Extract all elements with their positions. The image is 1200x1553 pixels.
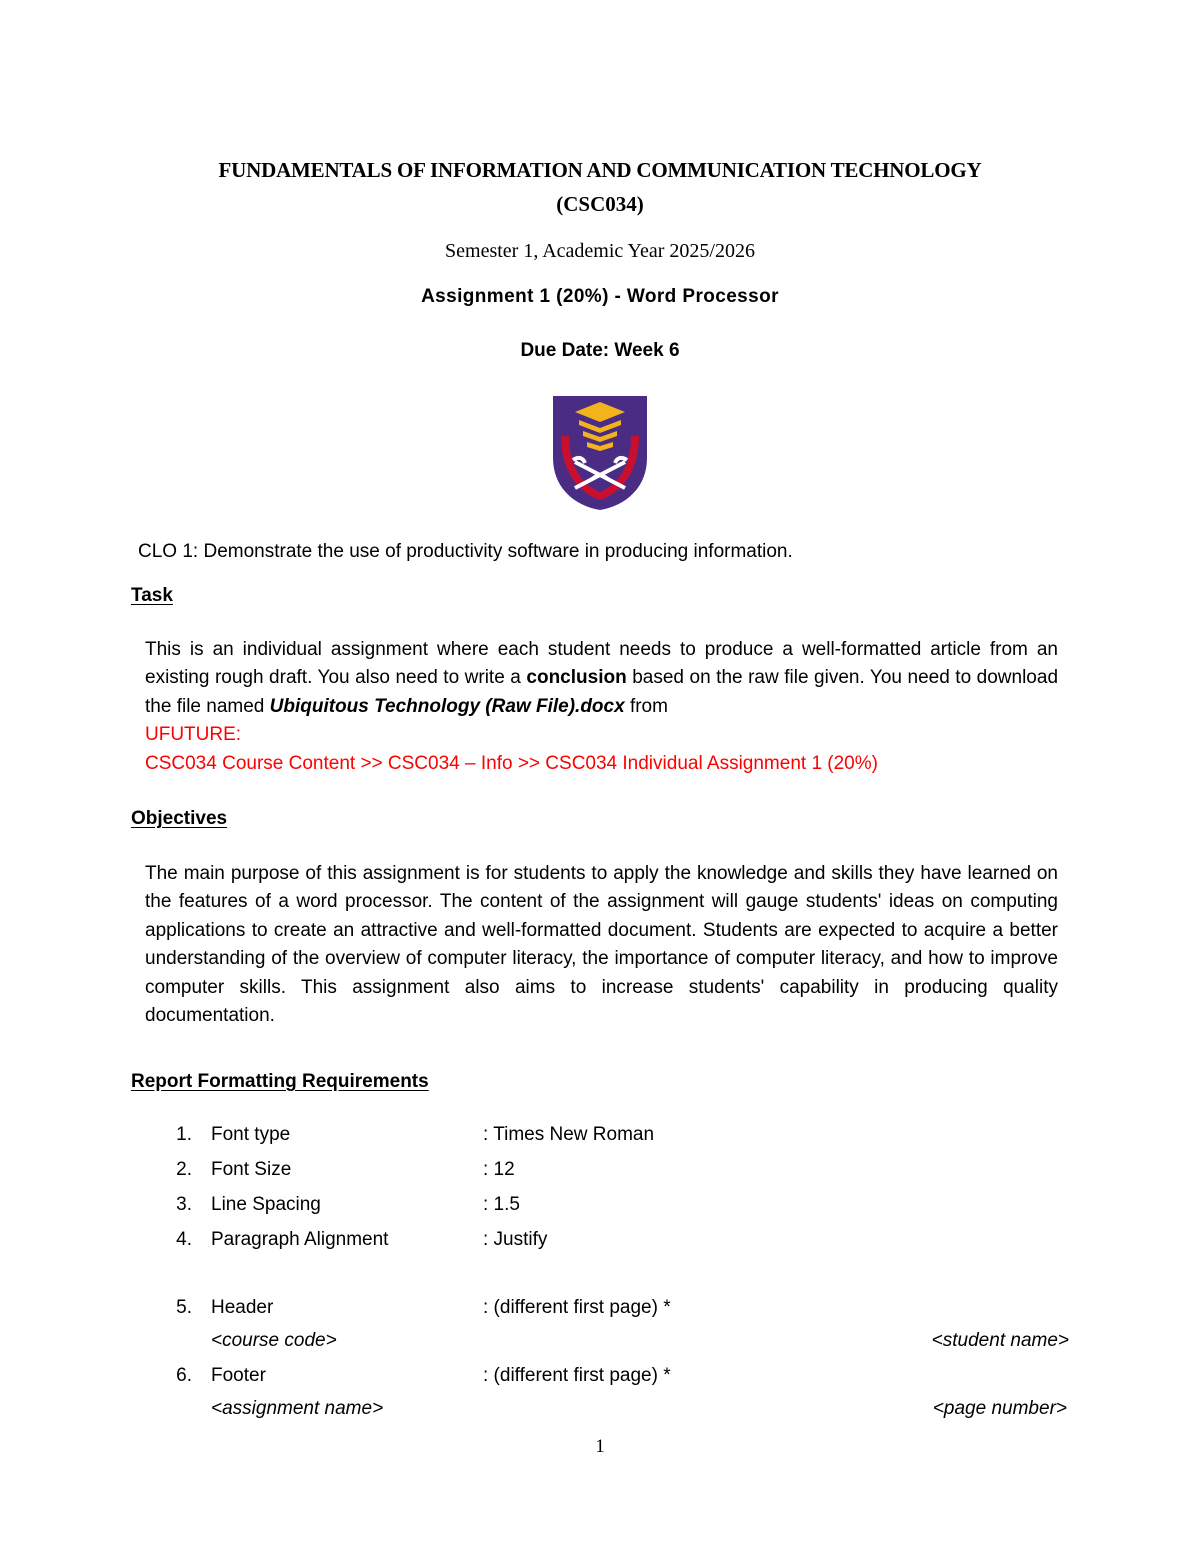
objectives-paragraph: The main purpose of this assignment is for students to apply the knowledge and skills they have learned on the features of a word processor. The content of the assignment will gauge students' ideas on computing applications to create an attractive and well-formatted document. Students are expected to acquire a better understanding of the overview of computer literacy, the importance of computer literacy, and how to improve computer skills. This assignment also aims to increase students' capability in producing quality documentation.	[145, 863, 1058, 1027]
page-number: 1	[595, 1436, 605, 1457]
semester-line: Semester 1, Academic Year 2025/2026	[445, 240, 755, 262]
requirement-item	[0, 1159, 1200, 1185]
requirement-value: : 1.5	[483, 1194, 520, 1215]
requirements-heading: Report Formatting Requirements	[131, 1071, 429, 1092]
requirement-number: 2.	[176, 1159, 192, 1180]
requirement-item	[0, 1297, 1200, 1323]
requirement-value: : (different first page) *	[483, 1365, 671, 1386]
clo-statement: CLO 1: Demonstrate the use of productivity software in producing information.	[138, 541, 793, 562]
footer-right-placeholder: <page number>	[932, 1398, 1067, 1419]
task-file-name: Ubiquitous Technology (Raw File).docx	[269, 695, 625, 717]
due-date: Due Date: Week 6	[520, 340, 680, 361]
task-path-line-2: CSC034 Course Content >> CSC034 – Info >> CSC034 Individual Assignment 1 (20%)	[145, 753, 878, 774]
requirement-label: Font Size	[211, 1159, 292, 1180]
footer-left-placeholder: <assignment name>	[211, 1398, 384, 1419]
requirement-number: 5.	[176, 1297, 192, 1318]
task-text-1: This is an individual assignment where each student needs to produce a well-formatted article from an existing rough draft. You also need to write a	[145, 639, 1058, 689]
requirement-label: Font type	[211, 1124, 291, 1145]
requirement-value: : Times New Roman	[483, 1124, 655, 1145]
requirement-item	[0, 1124, 1200, 1150]
requirement-number: 4.	[176, 1229, 192, 1250]
course-code: (CSC034)	[556, 192, 644, 216]
requirement-label: Footer	[211, 1365, 266, 1386]
task-paragraph	[145, 636, 1058, 721]
requirement-label: Line Spacing	[211, 1194, 321, 1215]
header-right-placeholder: <student name>	[931, 1330, 1069, 1351]
requirement-number: 3.	[176, 1194, 192, 1215]
requirement-number: 6.	[176, 1365, 192, 1386]
requirement-number: 1.	[176, 1124, 192, 1145]
task-heading: Task	[131, 585, 173, 606]
requirement-value: : 12	[483, 1159, 515, 1180]
requirement-value: : (different first page) *	[483, 1297, 671, 1318]
task-text-2: based on the raw file given. You need to download the file named	[145, 667, 1059, 717]
requirement-value: : Justify	[483, 1229, 548, 1250]
objectives-heading: Objectives	[131, 808, 228, 829]
requirement-item	[0, 1229, 1200, 1255]
task-text-3: from	[629, 695, 668, 717]
requirement-label: Header	[211, 1297, 274, 1318]
assignment-title: Assignment 1 (20%) - Word Processor	[421, 286, 779, 307]
requirement-item	[0, 1194, 1200, 1220]
task-path-line-1: UFUTURE:	[145, 724, 242, 745]
requirement-item	[0, 1365, 1200, 1391]
course-title: FUNDAMENTALS OF INFORMATION AND COMMUNICATION TECHNOLOGY	[218, 158, 982, 182]
header-left-placeholder: <course code>	[211, 1330, 337, 1351]
university-crest-icon	[553, 396, 647, 510]
task-bold-conclusion: conclusion	[526, 667, 627, 689]
requirement-label: Paragraph Alignment	[211, 1229, 389, 1250]
